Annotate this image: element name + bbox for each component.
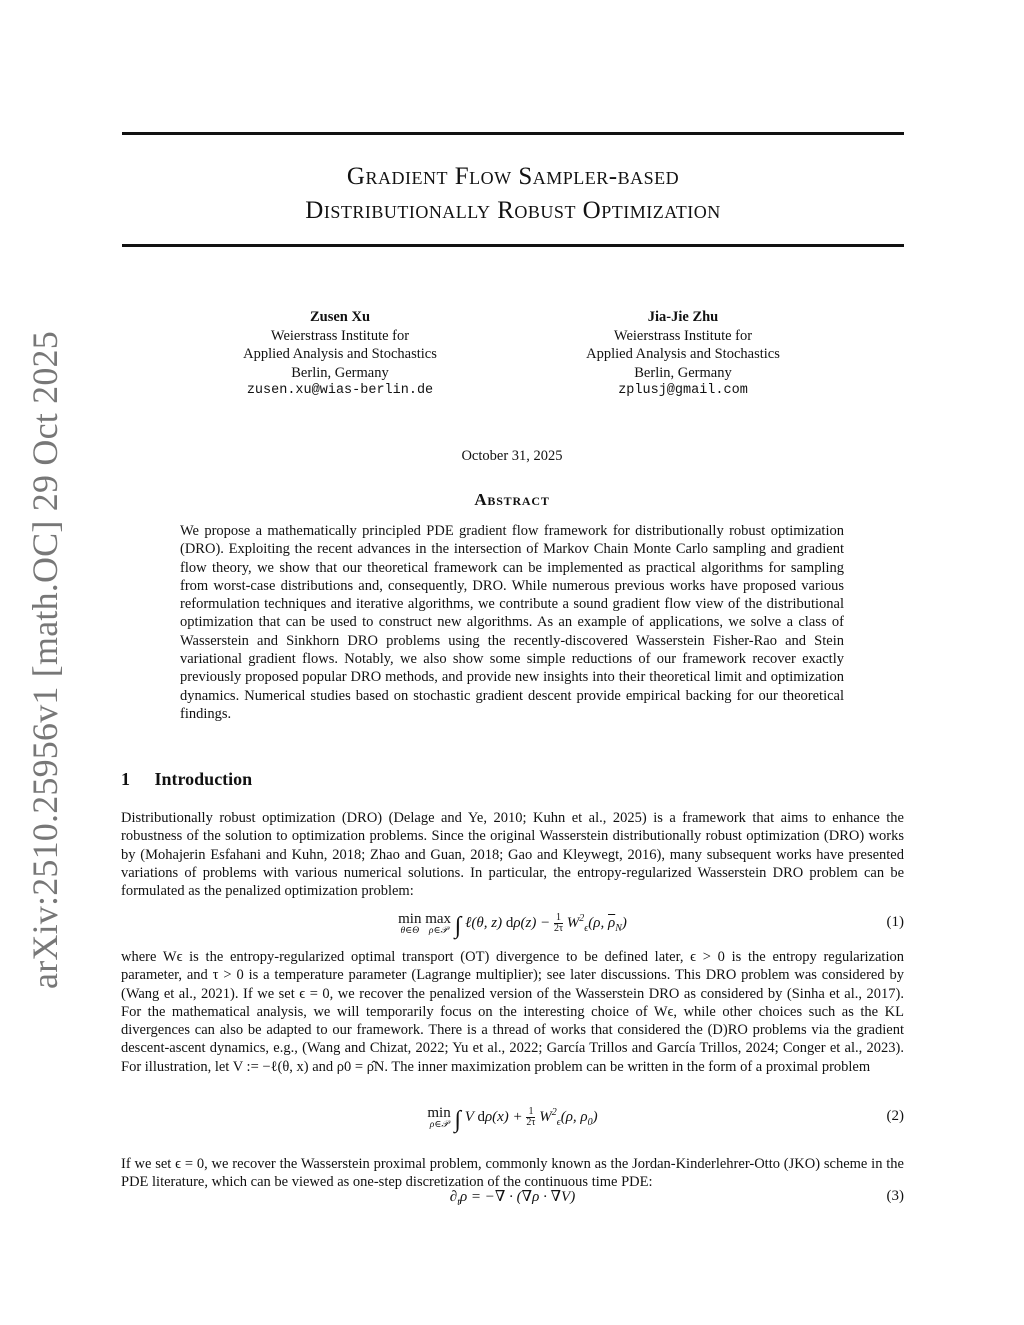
intro-paragraph-2: where Wϵ is the entropy-regularized optimal transport (OT) divergence to be defined later, ϵ > 0 is the entropy regularization parameter, and τ > 0 is a temperature parameter (Lagrange multiplier); see later discussions. This DRO problem was considered by (Wang et al., 2021). If we set ϵ = 0, we recover the penalized version of the Wasserstein DRO as considered by (Sinha et al., 2017). For the mathematical analysis, we will temporarily focus on the interesting choice of Wϵ, while other choices such as the KL divergences can also be adapted to our framework. There is a thread of works that considered the (D)RO problems via the gradient descent-ascent dynamics, e.g., (Wang and Chizat, 2022; Yu et al., 2022; García Trillos and García Trillos, 2024; Conger et al., 2023). For illustration, let V := −ℓ(θ, x) and ρ0 = ρ̂N. The inner maximization problem can be written in the form of a proximal problem — [121, 949, 904, 1075]
title-rule-top — [122, 132, 904, 135]
author-name: Jia-Jie Zhu — [647, 309, 719, 325]
author-location: Berlin, Germany — [291, 364, 389, 381]
equation-1-body: min θ∈Θ max ρ∈𝒫 ∫ ℓ(θ, z) dρ(z) − $\frac{1}{2\tau}$ $W^2_\epsilon(\rho$, $\overline{\rho}_N$) — [398, 911, 627, 939]
title-rule-bottom — [122, 244, 904, 247]
author-email[interactable]: zplusj@gmail.com — [618, 383, 748, 398]
abstract-heading: Abstract — [474, 490, 550, 509]
abstract-text: We propose a mathematically principled PDE gradient flow framework for distributionally robust optimization (DRO). Exploiting the recent advances in the intersection of Markov Chain Monte Carlo sampling and gradient flow theory, we show that our theoretical framework can be implemented as practical algorithms for sampling from worst-case distributions and, consequently, DRO. While numerous previous works have proposed various reformulation techniques and iterative algorithms, we contribute a sound gradient flow view of the distributional optimization that can be used to construct new algorithms. As an example of applications, we solve a class of Wasserstein and Sinkhorn DRO problems using the recently-discovered Wasserstein Fisher-Rao and Stein variational gradient flows. Notably, we also show some simple reductions of our framework recover exactly previously proposed popular DRO methods, and provide new insights into their theoretical limit and optimization dynamics. Numerical studies based on stochastic gradient descent provide empirical backing for our theoretical findings. — [180, 523, 844, 722]
section-title: Introduction — [154, 769, 253, 789]
author-affiliation: Weierstrass Institute for — [270, 327, 410, 344]
equation-3 — [121, 1183, 904, 1213]
equation-1 — [121, 909, 904, 939]
title-line-2: Distributionally Robust Optimization — [305, 197, 721, 224]
intro-paragraph-1: Distributionally robust optimization (DRO) (Delage and Ye, 2010; Kuhn et al., 2025) is a framework that aims to enhance the robustness of the solution to optimization problems. Since the original Wasserstein distributionally robust optimization (DRO) works by (Mohajerin Esfahani and Kuhn, 2018; Zhao and Guan, 2018; Gao and Kleywegt, 2016), many subsequent works have presented variations of problems with various numerical solutions. In particular, the entropy-regularized Wasserstein DRO problem can be formulated as the penalized optimization problem: — [121, 810, 904, 900]
equation-3-number: (3) — [886, 1188, 904, 1204]
paper-title — [122, 160, 904, 228]
author-block-2 — [533, 308, 833, 401]
author-affiliation: Weierstrass Institute for — [613, 327, 753, 344]
author-affiliation: Applied Analysis and Stochastics — [586, 346, 780, 362]
author-affiliation: Applied Analysis and Stochastics — [243, 346, 437, 362]
equation-3-body: $\partial_t\rho$ = −∇ · (∇ρ · ∇V) — [449, 1189, 576, 1208]
equation-2-body: min ρ∈𝒫 ∫ V dρ(x) + $\frac{1}{2\tau}$ $W^2_\epsilon(\rho$, $\rho_0$) — [427, 1105, 598, 1133]
author-block-1 — [190, 308, 490, 401]
equation-2 — [121, 1103, 904, 1133]
publication-date: October 31, 2025 — [461, 448, 563, 464]
title-line-1: Gradient Flow Sampler-based — [346, 163, 680, 190]
arxiv-identifier-stamp: arXiv:2510.25956v1 [math.OC] 29 Oct 2025 — [25, 331, 65, 989]
intro-paragraph-3: If we set ϵ = 0, we recover the Wasserstein proximal problem, commonly known as the Jordan-Kinderlehrer-Otto (JKO) scheme in the PDE literature, which can be viewed as one-step discretization of the continuous time PDE: — [121, 1156, 904, 1191]
author-name: Zusen Xu — [309, 309, 371, 325]
section-number: 1 — [121, 769, 130, 789]
section-heading — [121, 769, 252, 790]
author-location: Berlin, Germany — [634, 364, 732, 381]
equation-1-number: (1) — [886, 914, 904, 930]
author-email[interactable]: zusen.xu@wias-berlin.de — [246, 383, 434, 398]
equation-2-number: (2) — [886, 1108, 904, 1124]
